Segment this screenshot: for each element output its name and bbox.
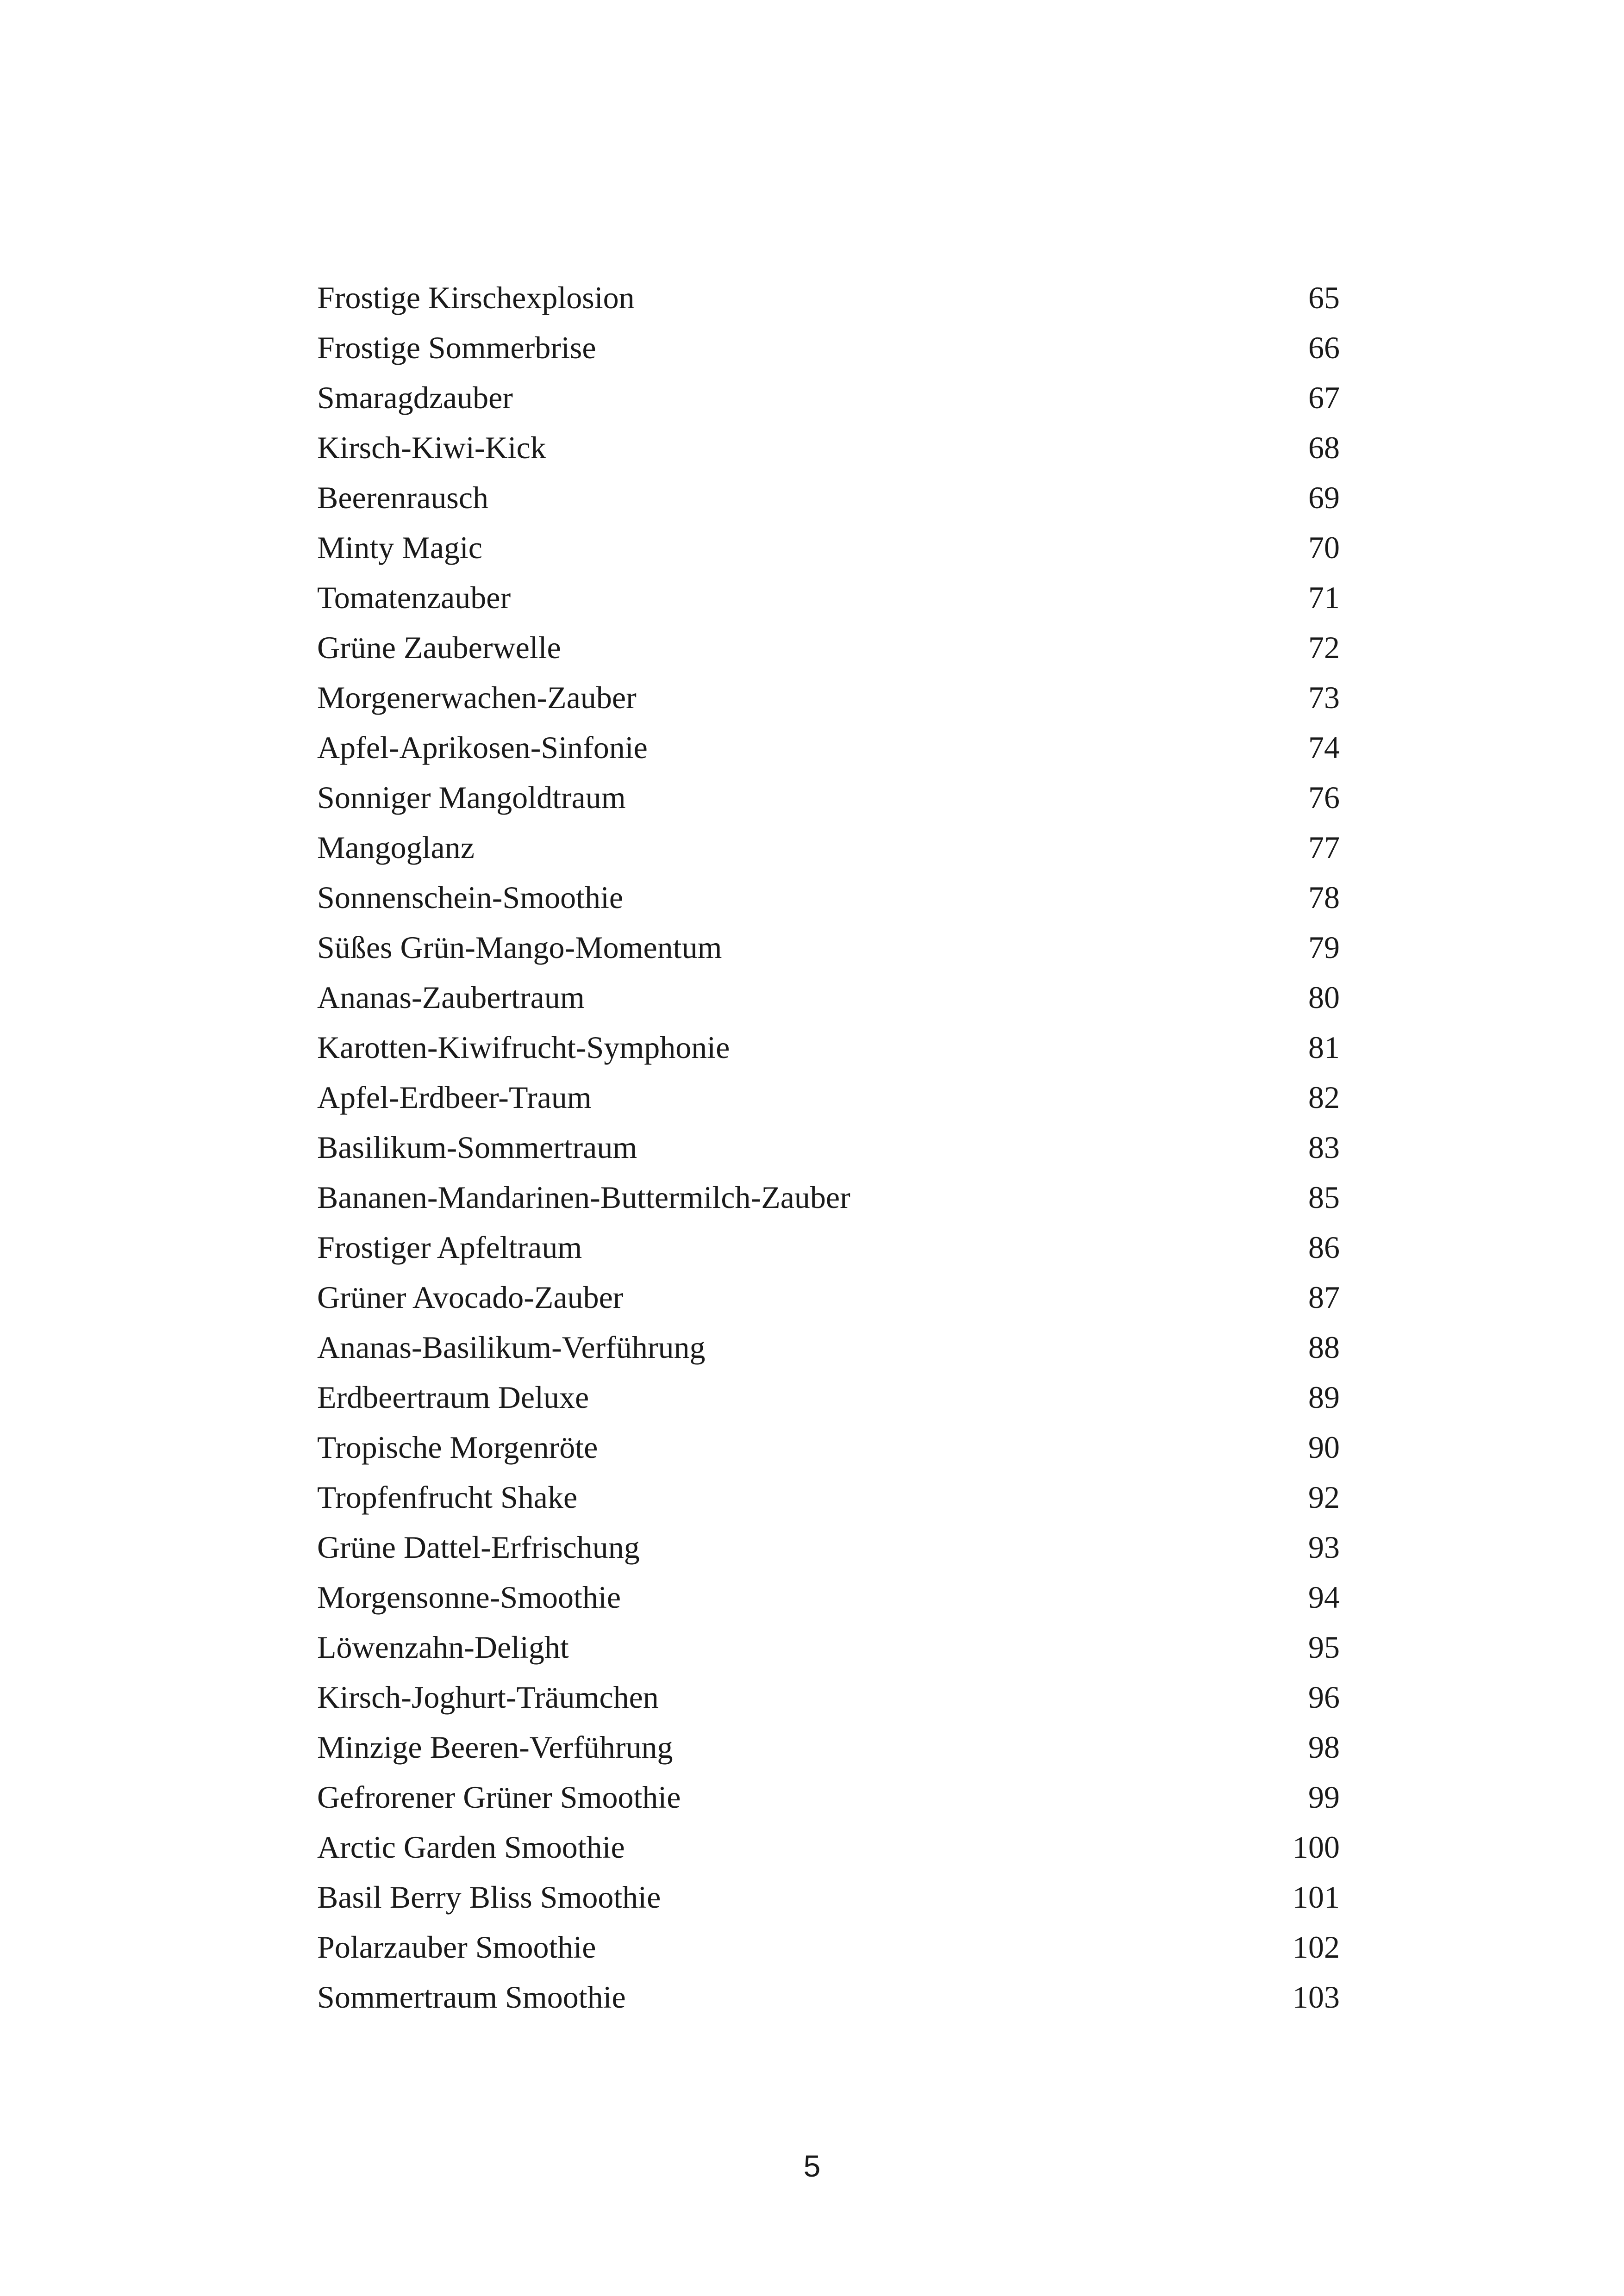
toc-entry-title: Sonnenschein-Smoothie: [317, 880, 624, 915]
toc-entry-page-number: 102: [1293, 1929, 1340, 1965]
toc-entry-title: Minty Magic: [317, 530, 482, 565]
toc-entry-title: Frostiger Apfeltraum: [317, 1230, 582, 1265]
toc-entry: [317, 1372, 1340, 1422]
toc-entry-page-number: 96: [1308, 1680, 1340, 1715]
toc-entry: [317, 1122, 1340, 1172]
toc-entry-title: Karotten-Kiwifrucht-Symphonie: [317, 1030, 730, 1065]
toc-entry-page-number: 81: [1308, 1030, 1340, 1065]
toc-entry: [317, 772, 1340, 822]
toc-entry: [317, 1522, 1340, 1572]
toc-entry: [317, 822, 1340, 872]
toc-entry-page-number: 87: [1308, 1280, 1340, 1315]
toc-entry-page-number: 94: [1308, 1580, 1340, 1615]
toc-entry-page-number: 93: [1308, 1530, 1340, 1565]
toc-entry: [317, 1972, 1340, 2022]
toc-entry-page-number: 80: [1308, 980, 1340, 1015]
toc-entry-page-number: 85: [1308, 1180, 1340, 1215]
toc-entry: [317, 1022, 1340, 1072]
toc-entry-page-number: 67: [1308, 380, 1340, 415]
toc-entry-page-number: 86: [1308, 1230, 1340, 1265]
toc-entry: [317, 1572, 1340, 1622]
toc-entry: [317, 1422, 1340, 1472]
toc-entry-page-number: 83: [1308, 1130, 1340, 1165]
toc-entry: [317, 722, 1340, 772]
toc-entry: [317, 1272, 1340, 1322]
toc-entry: [317, 1072, 1340, 1122]
toc-entry: [317, 872, 1340, 922]
toc-entry-title: Tropfenfrucht Shake: [317, 1480, 578, 1515]
toc-entry-title: Morgensonne-Smoothie: [317, 1580, 621, 1615]
toc-entry: [317, 523, 1340, 572]
toc-entry-title: Mangoglanz: [317, 830, 475, 865]
toc-entry-title: Basil Berry Bliss Smoothie: [317, 1879, 661, 1915]
toc-entry: [317, 1472, 1340, 1522]
toc-entry: [317, 373, 1340, 423]
toc-entry-title: Süßes Grün-Mango-Momentum: [317, 930, 722, 965]
toc-entry-page-number: 77: [1308, 830, 1340, 865]
toc-entry-title: Sommertraum Smoothie: [317, 1979, 626, 2015]
toc-entry-title: Arctic Garden Smoothie: [317, 1829, 625, 1865]
toc-entry-page-number: 70: [1308, 530, 1340, 565]
toc-entry-title: Polarzauber Smoothie: [317, 1929, 596, 1965]
toc-entry: [317, 1622, 1340, 1672]
toc-entry-title: Beerenrausch: [317, 480, 489, 515]
toc-entry-page-number: 98: [1308, 1730, 1340, 1765]
toc-entry-page-number: 76: [1308, 780, 1340, 815]
toc-entry-title: Gefrorener Grüner Smoothie: [317, 1780, 681, 1815]
toc-entry-title: Apfel-Erdbeer-Traum: [317, 1080, 592, 1115]
toc-entry: [317, 1222, 1340, 1272]
toc-entry-title: Löwenzahn-Delight: [317, 1630, 569, 1665]
toc-entry-title: Bananen-Mandarinen-Buttermilch-Zauber: [317, 1180, 850, 1215]
toc-entry-page-number: 79: [1308, 930, 1340, 965]
toc-entry: [317, 423, 1340, 473]
toc-entry-title: Tropische Morgenröte: [317, 1430, 598, 1465]
toc-entry-page-number: 66: [1308, 330, 1340, 365]
toc-entry-title: Tomatenzauber: [317, 580, 511, 615]
toc-entry-page-number: 103: [1293, 1979, 1340, 2015]
toc-entry-title: Kirsch-Joghurt-Träumchen: [317, 1680, 659, 1715]
toc-entry: [317, 1172, 1340, 1222]
toc-entry-page-number: 82: [1308, 1080, 1340, 1115]
toc-entry-title: Frostige Kirschexplosion: [317, 280, 635, 315]
toc-entry-page-number: 95: [1308, 1630, 1340, 1665]
toc-entry-title: Apfel-Aprikosen-Sinfonie: [317, 730, 648, 765]
toc-entry-title: Minzige Beeren-Verführung: [317, 1730, 673, 1765]
toc-entry-title: Basilikum-Sommertraum: [317, 1130, 637, 1165]
toc-entry: [317, 672, 1340, 722]
toc-entry: [317, 572, 1340, 622]
toc-entry-page-number: 73: [1308, 680, 1340, 715]
toc-entry-title: Kirsch-Kiwi-Kick: [317, 430, 546, 465]
toc-entry-page-number: 99: [1308, 1780, 1340, 1815]
toc-entry-title: Frostige Sommerbrise: [317, 330, 596, 365]
toc-entry-page-number: 68: [1308, 430, 1340, 465]
toc-entry-title: Sonniger Mangoldtraum: [317, 780, 626, 815]
toc-entry-page-number: 74: [1308, 730, 1340, 765]
toc-entry-title: Ananas-Zaubertraum: [317, 980, 585, 1015]
toc-entry-page-number: 89: [1308, 1380, 1340, 1415]
toc-entry: [317, 1722, 1340, 1772]
toc-entry: [317, 1822, 1340, 1872]
toc-entry: [317, 1672, 1340, 1722]
toc-entry-page-number: 88: [1308, 1330, 1340, 1365]
toc-entry: [317, 922, 1340, 972]
toc-entry: [317, 273, 1340, 323]
toc-entry: [317, 473, 1340, 523]
footer-page-number: 5: [803, 2149, 821, 2183]
toc-entry: [317, 1322, 1340, 1372]
toc-entry: [317, 323, 1340, 373]
toc-entry: [317, 1772, 1340, 1822]
toc-entry-page-number: 71: [1308, 580, 1340, 615]
toc-entry: [317, 622, 1340, 672]
toc-entry: [317, 1922, 1340, 1972]
toc-entry-page-number: 100: [1293, 1829, 1340, 1865]
table-of-contents: [317, 273, 1340, 2022]
toc-entry-page-number: 101: [1293, 1879, 1340, 1915]
toc-entry-title: Erdbeertraum Deluxe: [317, 1380, 589, 1415]
toc-entry-title: Grüner Avocado-Zauber: [317, 1280, 624, 1315]
toc-entry-title: Grüne Dattel-Erfrischung: [317, 1530, 640, 1565]
toc-entry-page-number: 92: [1308, 1480, 1340, 1515]
toc-entry-page-number: 65: [1308, 280, 1340, 315]
toc-entry: [317, 972, 1340, 1022]
toc-entry-page-number: 69: [1308, 480, 1340, 515]
toc-entry: [317, 1872, 1340, 1922]
toc-entry-title: Ananas-Basilikum-Verführung: [317, 1330, 706, 1365]
toc-entry-page-number: 78: [1308, 880, 1340, 915]
toc-entry-title: Smaragdzauber: [317, 380, 513, 415]
toc-entry-page-number: 90: [1308, 1430, 1340, 1465]
toc-entry-page-number: 72: [1308, 630, 1340, 665]
toc-entry-title: Grüne Zauberwelle: [317, 630, 561, 665]
toc-entry-title: Morgenerwachen-Zauber: [317, 680, 637, 715]
